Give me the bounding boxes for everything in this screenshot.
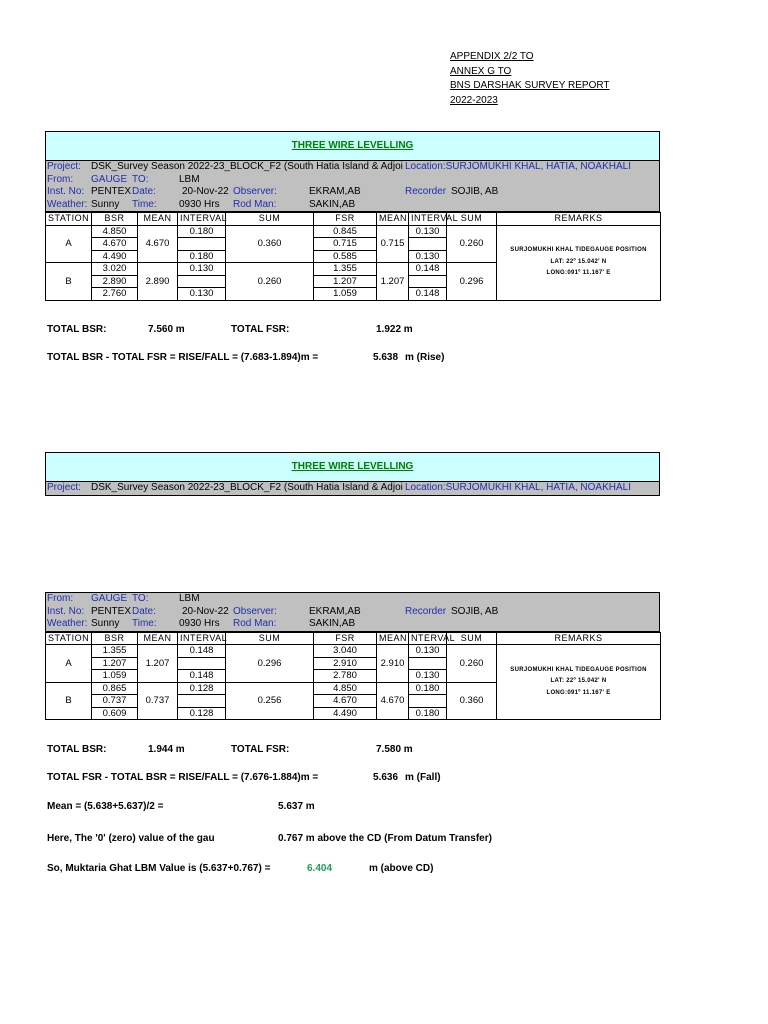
project-label: Project: (47, 161, 81, 172)
lbm-value: 6.404 (307, 863, 333, 874)
rodman-label: Rod Man: (233, 618, 277, 629)
inst-value: PENTEX (91, 605, 132, 617)
appendix-line-3: BNS DARSHAK SURVEY REPORT (450, 80, 610, 91)
project-label: Project: (47, 482, 81, 493)
table-header-row: STATION BSR MEAN INTERVAL SUM FSR MEAN INTERVAL SUM REMARKS (46, 213, 661, 226)
from-value: GAUGE (91, 173, 128, 185)
table-header-row: STATION BSR MEAN INTERVAL SUM FSR MEAN NTERVAL SUM REMARKS (46, 632, 661, 645)
table-row: 4.490 0.180 0.585 0.130 (46, 250, 661, 263)
date-label: Date: (132, 605, 156, 617)
table-row: 0.609 0.128 4.490 0.180 (46, 707, 661, 720)
lbm-unit: m (above CD) (369, 863, 434, 874)
time-value: 0930 Hrs (179, 618, 220, 629)
table-row: A 1.355 0.148 3.040 0.130 SURJOMUKHI KHAL TIDEGAUGE POSITION LAT: 22º 15.042' N LONG:091º 11.167' E (46, 645, 661, 658)
levelling-table-1 (45, 212, 661, 301)
inst-label: Inst. No: (47, 186, 85, 197)
date-value: 20-Nov-22 (182, 605, 229, 617)
table-row: B 0.865 0.128 4.850 0.180 (46, 682, 661, 695)
time-label: Time: (132, 618, 157, 629)
mean-value: 5.637 m (278, 801, 315, 812)
from-label: From: (47, 173, 74, 185)
total-fsr-label: TOTAL FSR: (231, 744, 290, 755)
from-value: GAUGE (91, 593, 128, 604)
date-value: 20-Nov-22 (182, 186, 229, 197)
to-value: LBM (179, 593, 200, 604)
total-fsr-value: 1.922 m (376, 324, 413, 335)
mean-label: Mean = (5.638+5.637)/2 = (47, 801, 164, 812)
rodman-label: Rod Man: (233, 198, 277, 210)
appendix-header (450, 50, 610, 108)
total-bsr-label: TOTAL BSR: (47, 744, 107, 755)
block-info (45, 161, 660, 212)
recorder-value: SOJIB, AB (451, 186, 499, 197)
table-row: 4.670 4.670 0.360 0.715 0.715 0.260 (46, 238, 661, 251)
block-info (45, 592, 660, 632)
block-title: THREE WIRE LEVELLING (45, 131, 660, 161)
rise-value: 5.638 (373, 352, 399, 363)
inst-label: Inst. No: (47, 605, 85, 617)
weather-value: Sunny (91, 618, 120, 629)
block-title: THREE WIRE LEVELLING (45, 452, 660, 482)
table-row: A 4.850 0.180 0.845 0.130 SURJOMUKHI KHAL TIDEGAUGE POSITION LAT: 22º 15.042' N LONG:091º 11.167' E (46, 225, 661, 238)
total-bsr-value: 7.560 m (148, 324, 185, 335)
appendix-line-2: ANNEX G TO (450, 65, 512, 77)
zero-value: 0.767 m above the CD (From Datum Transfer) (278, 833, 492, 844)
table-row: 2.890 2.890 0.260 1.207 1.207 0.296 (46, 275, 661, 288)
project-value: DSK_Survey Season 2022-23_BLOCK_F2 (South Hatia Island & Adjoi (91, 482, 403, 493)
weather-value: Sunny (91, 198, 120, 210)
zero-label: Here, The '0' (zero) value of the gau (47, 833, 215, 844)
table-row: 0.737 0.737 0.256 4.670 4.670 0.360 (46, 695, 661, 708)
observer-label: Observer: (233, 186, 277, 197)
recorder-label: Recorder (405, 186, 447, 197)
remarks-cell: SURJOMUKHI KHAL TIDEGAUGE POSITION LAT: 22º 15.042' N LONG:091º 11.167' E (497, 225, 661, 300)
observer-label: Observer: (233, 605, 277, 617)
recorder-label: Recorder (405, 605, 447, 617)
appendix-line-4: 2022-2023 (450, 94, 498, 106)
inst-value: PENTEX (91, 186, 132, 197)
location-value: Location:SURJOMUKHI KHAL, HATIA, NOAKHALI (405, 482, 631, 493)
to-label: TO: (132, 173, 149, 185)
rodman-value: SAKIN,AB (309, 198, 356, 210)
recorder-value: SOJIB, AB (451, 605, 499, 617)
levelling-block-3 (45, 592, 660, 720)
table-row: 1.207 1.207 0.296 2.910 2.910 0.260 (46, 657, 661, 670)
location-value: Location:SURJOMUKHI KHAL, HATIA, NOAKHALI (405, 161, 631, 172)
project-value: DSK_Survey Season 2022-23_BLOCK_F2 (South Hatia Island & Adjoi (91, 161, 403, 172)
rise-unit: m (Rise) (405, 352, 445, 363)
to-value: LBM (179, 173, 200, 185)
from-label: From: (47, 593, 74, 604)
levelling-block-2 (45, 452, 660, 496)
lbm-label: So, Muktaria Ghat LBM Value is (5.637+0.767) = (47, 863, 271, 874)
total-fsr-value: 7.580 m (376, 744, 413, 755)
levelling-table-2 (45, 632, 661, 721)
to-label: TO: (132, 593, 149, 604)
total-bsr-value: 1.944 m (148, 744, 185, 755)
total-fsr-label: TOTAL FSR: (231, 324, 290, 335)
table-row: 2.760 0.130 1.059 0.148 (46, 288, 661, 301)
time-value: 0930 Hrs (179, 198, 220, 210)
fall-label: TOTAL FSR - TOTAL BSR = RISE/FALL = (7.676-1.884)m = (47, 772, 319, 783)
observer-value: EKRAM,AB (309, 186, 361, 197)
levelling-block-1 (45, 131, 660, 301)
weather-label: Weather: (47, 198, 88, 210)
total-bsr-label: TOTAL BSR: (47, 324, 107, 335)
appendix-line-1: APPENDIX 2/2 TO (450, 51, 534, 62)
table-row: 1.059 0.148 2.780 0.130 (46, 670, 661, 683)
fall-value: 5.636 (373, 772, 399, 783)
time-label: Time: (132, 198, 157, 210)
rise-label: TOTAL BSR - TOTAL FSR = RISE/FALL = (7.683-1.894)m = (47, 352, 319, 363)
observer-value: EKRAM,AB (309, 605, 361, 617)
fall-unit: m (Fall) (405, 772, 441, 783)
remarks-cell: SURJOMUKHI KHAL TIDEGAUGE POSITION LAT: 22º 15.042' N LONG:091º 11.167' E (497, 645, 661, 720)
date-label: Date: (132, 186, 156, 197)
weather-label: Weather: (47, 618, 88, 629)
rodman-value: SAKIN,AB (309, 618, 356, 629)
block-info (45, 482, 660, 496)
table-row: B 3.020 0.130 1.355 0.148 (46, 263, 661, 276)
